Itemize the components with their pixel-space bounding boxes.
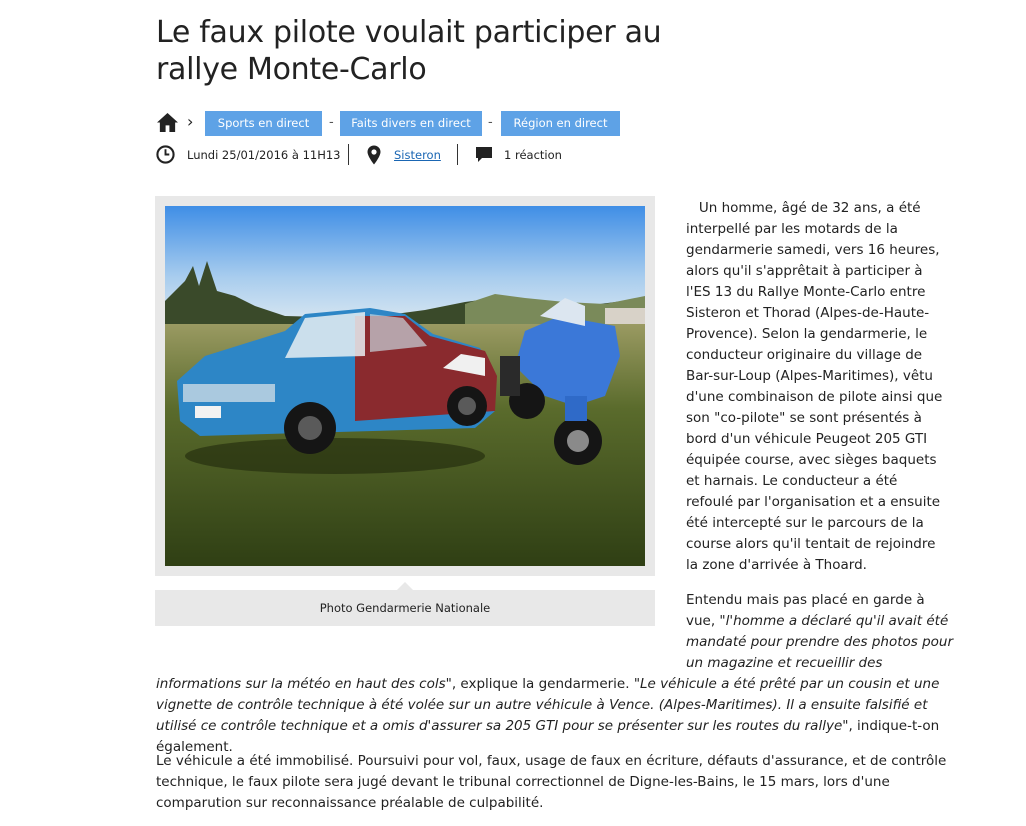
- breadcrumb-separator: -: [488, 115, 493, 130]
- article-title: Le faux pilote voulait participer au rallye Monte-Carlo: [156, 15, 662, 87]
- meta-divider: [457, 144, 458, 165]
- tag-sports[interactable]: Sports en direct: [205, 111, 322, 136]
- publish-date: Lundi 25/01/2016 à 11H13: [187, 148, 341, 162]
- quote-1-part-1: l'homme a déclaré qu'il avait été mandaté pour prendre des photos pour un magazine et recueillir des: [686, 613, 954, 671]
- paragraph-2-intro: Entendu mais pas placé en garde à vue, ": [686, 592, 925, 629]
- breadcrumb: [156, 110, 676, 136]
- photo-caption: Photo Gendarmerie Nationale: [155, 590, 655, 626]
- meta-divider: [348, 144, 349, 165]
- tag-region[interactable]: Région en direct: [501, 111, 620, 136]
- paragraph-2-mid: ", explique la gendarmerie. ": [445, 676, 641, 692]
- quote-1-part-2: informations sur la météo en haut des cols: [156, 676, 446, 692]
- breadcrumb-separator: -: [329, 115, 334, 130]
- quote-2: Le véhicule a été prêté par un cousin et une vignette de contrôle technique à été volée sur un autre véhicule à Vence. (Alpes-Maritimes). Il a ensuite falsifié et utilisé ce contrôle technique et a omis d'assurer sa 205 GTI pour se présenter sur les routes du rallye: [156, 676, 940, 734]
- article-photo-frame: [155, 196, 655, 576]
- paragraph-2-continued: [156, 674, 956, 758]
- map-pin-icon: [367, 145, 381, 165]
- home-icon[interactable]: [156, 112, 179, 133]
- paragraph-2-end: ", indique-t-on également.: [156, 718, 940, 755]
- paragraph-1-text: Un homme, âgé de 32 ans, a été interpellé par les motards de la gendarmerie samedi, vers 16 heures, alors qu'il s'apprêtait à participer à l'ES 13 du Rallye Monte-Carlo entre Sisteron et Thorad (Alpes-de-Haute-Provence). Selon la gendarmerie, le conducteur originaire du village de Bar-sur-Loup (Alpes-Maritimes), vêtu d'une combinaison de pilote ainsi que son "co-pilote" se sont présentés à bord d'un véhicule Peugeot 205 GTI équipée course, avec sièges baquets et harnais. Le conducteur a été refoulé par l'organisation et a ensuite été intercepté sur le parcours de la course alors qu'il tentait de rejoindre la zone d'arrivée à Thoard.: [686, 200, 943, 573]
- tag-faits-divers[interactable]: Faits divers en direct: [340, 111, 482, 136]
- paragraph-3: Le véhicule a été immobilisé. Poursuivi pour vol, faux, usage de faux en écriture, défauts d'assurance, et de contrôle technique, le faux pilote sera jugé devant le tribunal correctionnel de Digne-les-Bains, le 15 mars, lors d'une comparution sur reconnaissance préalable de culpabilité.: [156, 753, 947, 811]
- article-photo: [165, 206, 645, 566]
- paragraph-1: [686, 198, 946, 576]
- clock-icon: [156, 145, 175, 164]
- caption-notch: [397, 582, 413, 590]
- article-meta: [156, 143, 676, 167]
- location-link[interactable]: Sisteron: [394, 148, 441, 162]
- comment-icon[interactable]: [475, 146, 493, 163]
- paragraph-2-start: [686, 590, 956, 674]
- breadcrumb-chevron: ›: [187, 112, 194, 131]
- reactions-count[interactable]: 1 réaction: [504, 148, 562, 162]
